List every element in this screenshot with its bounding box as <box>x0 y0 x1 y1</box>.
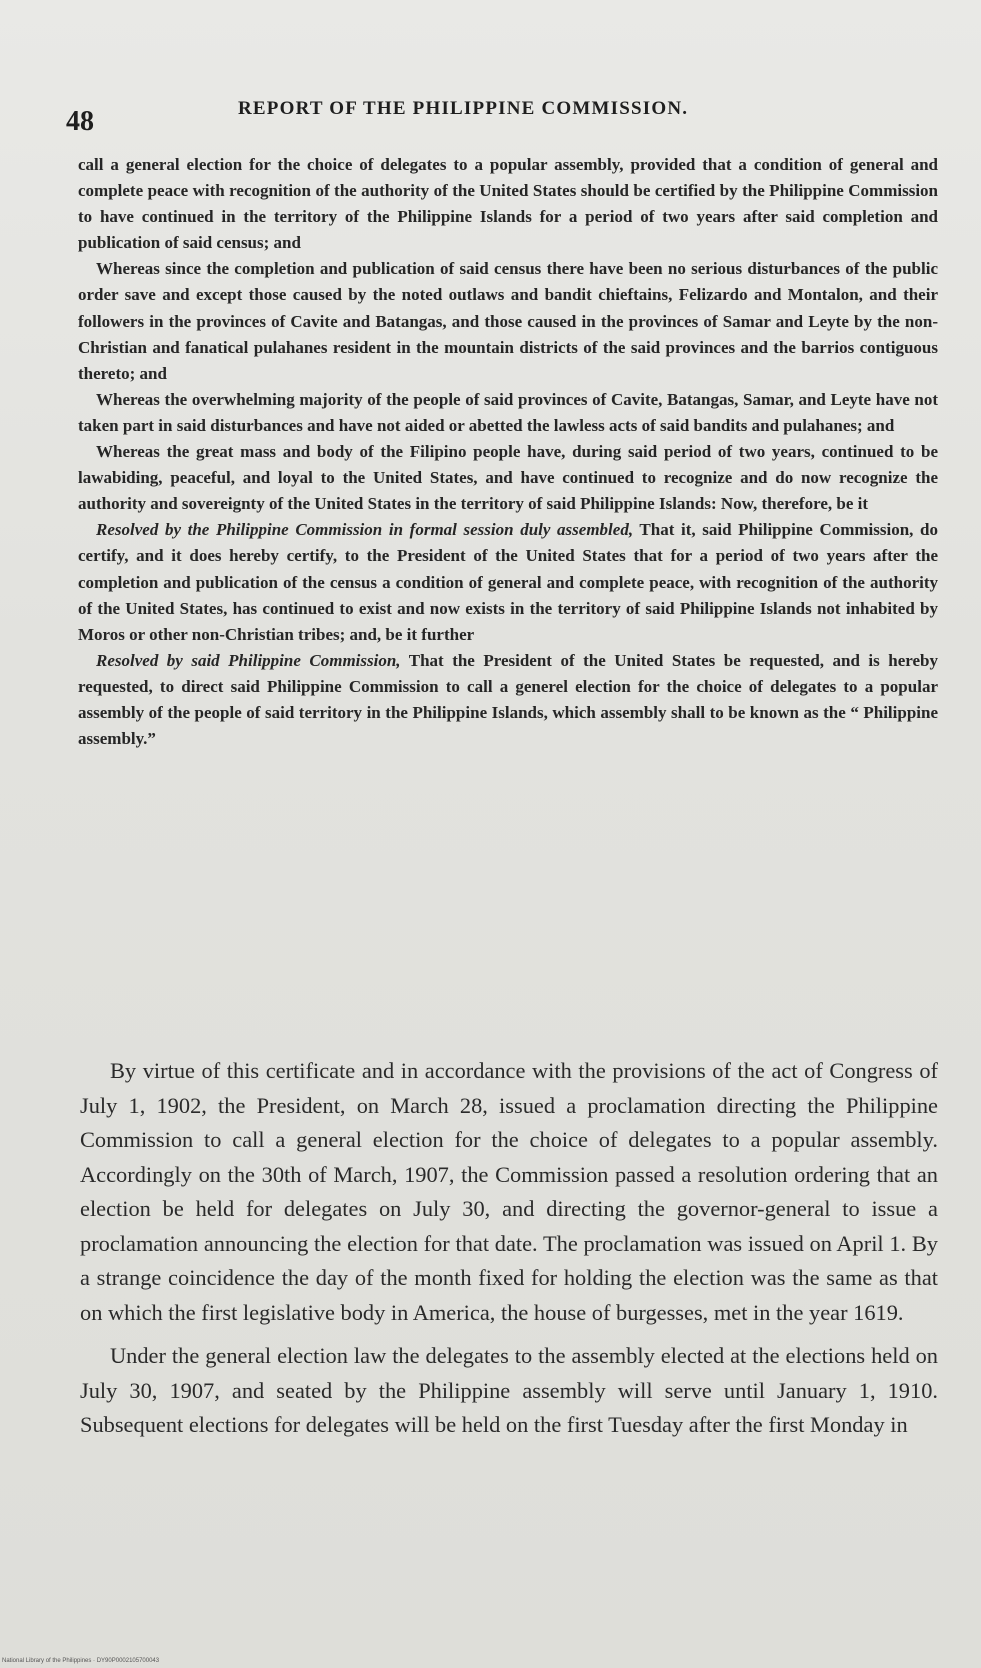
resolved-text-2: That the President of the United States be requested, and is hereby requested, to direct said Philippine Commission to call a generel election for the choice of delegates to a popular assembly of the people of said territory in the Philippine Islands, which assembly shall to be known as the “ Philippine assembly.” <box>78 650 938 749</box>
resolution-paragraph-4: Whereas the great mass and body of the Filipino people have, during said period of two years, continued to be lawabiding, peaceful, and loyal to the United States, and have continued to recognize and do now recognize the authority and sovereignty of the United States in the territory of said Philippine Islands: Now, therefore, be it <box>78 442 938 514</box>
commission-resolution <box>78 152 938 752</box>
resolution-paragraph-3: Whereas the overwhelming majority of the people of said provinces of Cavite, Batangas, Samar, and Leyte have not taken part in said disturbances and have not aided or abetted the lawless acts of said bandits and pulahanes; and <box>78 389 938 435</box>
resolution-paragraph-1: call a general election for the choice of delegates to a popular assembly, provided that a condition of general and complete peace with recognition of the authority of the United States should be certified by the Philippine Commission to have continued in the territory of the Philippine Islands for a period of two years after said completion and publication of said census; and <box>78 155 938 253</box>
resolution-paragraph-2: Whereas since the completion and publication of said census there have been no serious disturbances of the public order save and except those caused by the noted outlaws and bandit chieftains, Felizardo and Montalon, and their followers in the provinces of Cavite and Batangas, and those caused in the provinces of Samar and Leyte by the non-Christian and fanatical pulahanes resident in the mountain districts of the said provinces and the barrios contiguous thereto; and <box>78 259 938 383</box>
resolved-lead-2: Resolved by said Philippine Commission, <box>96 650 401 670</box>
resolved-lead-1: Resolved by the Philippine Commission in formal session duly assembled, <box>96 520 634 540</box>
running-head: REPORT OF THE PHILIPPINE COMMISSION. <box>238 98 689 119</box>
body-paragraph-1: By virtue of this certificate and in accordance with the provisions of the act of Congress of July 1, 1902, the President, on March 28, issued a proclamation directing the Philippine Commission to call a general election for the choice of delegates to a popular assembly. Accordingly on the 30th of March, 1907, the Commission passed a resolution ordering that an election be held for delegates on July 30, and directing the governor-general to issue a proclamation announcing the election for that date. The proclamation was issued on April 1. By a strange coincidence the day of the month fixed for holding the election was the same as that on which the first legislative body in America, the house of burgesses, met in the year 1619. <box>80 1058 938 1325</box>
resolved-text-1: That it, said Philippine Commission, do certify, and it does hereby certify, to the President of the United States that for a period of two years after the completion and publication of the census a condition of general and complete peace, with recognition of the authority of the United States, has continued to exist and now exists in the territory of said Philippine Islands not inhabited by Moros or other non-Christian tribes; and, be it further <box>78 520 939 644</box>
page-number: 48 <box>66 106 94 137</box>
page-header <box>64 92 914 137</box>
scan-footer: National Library of the Philippines · DY90P0002105700043 <box>2 1658 160 1664</box>
resolution-paragraph-5 <box>78 517 938 647</box>
resolution-paragraph-6 <box>78 648 938 752</box>
body-paragraph-2: Under the general election law the delegates to the assembly elected at the elections held on July 30, 1907, and seated by the Philippine assembly will serve until January 1, 1910. Subsequent elections for delegates will be held on the first Tuesday after the first Monday in <box>80 1343 938 1437</box>
report-body <box>80 1054 938 1452</box>
